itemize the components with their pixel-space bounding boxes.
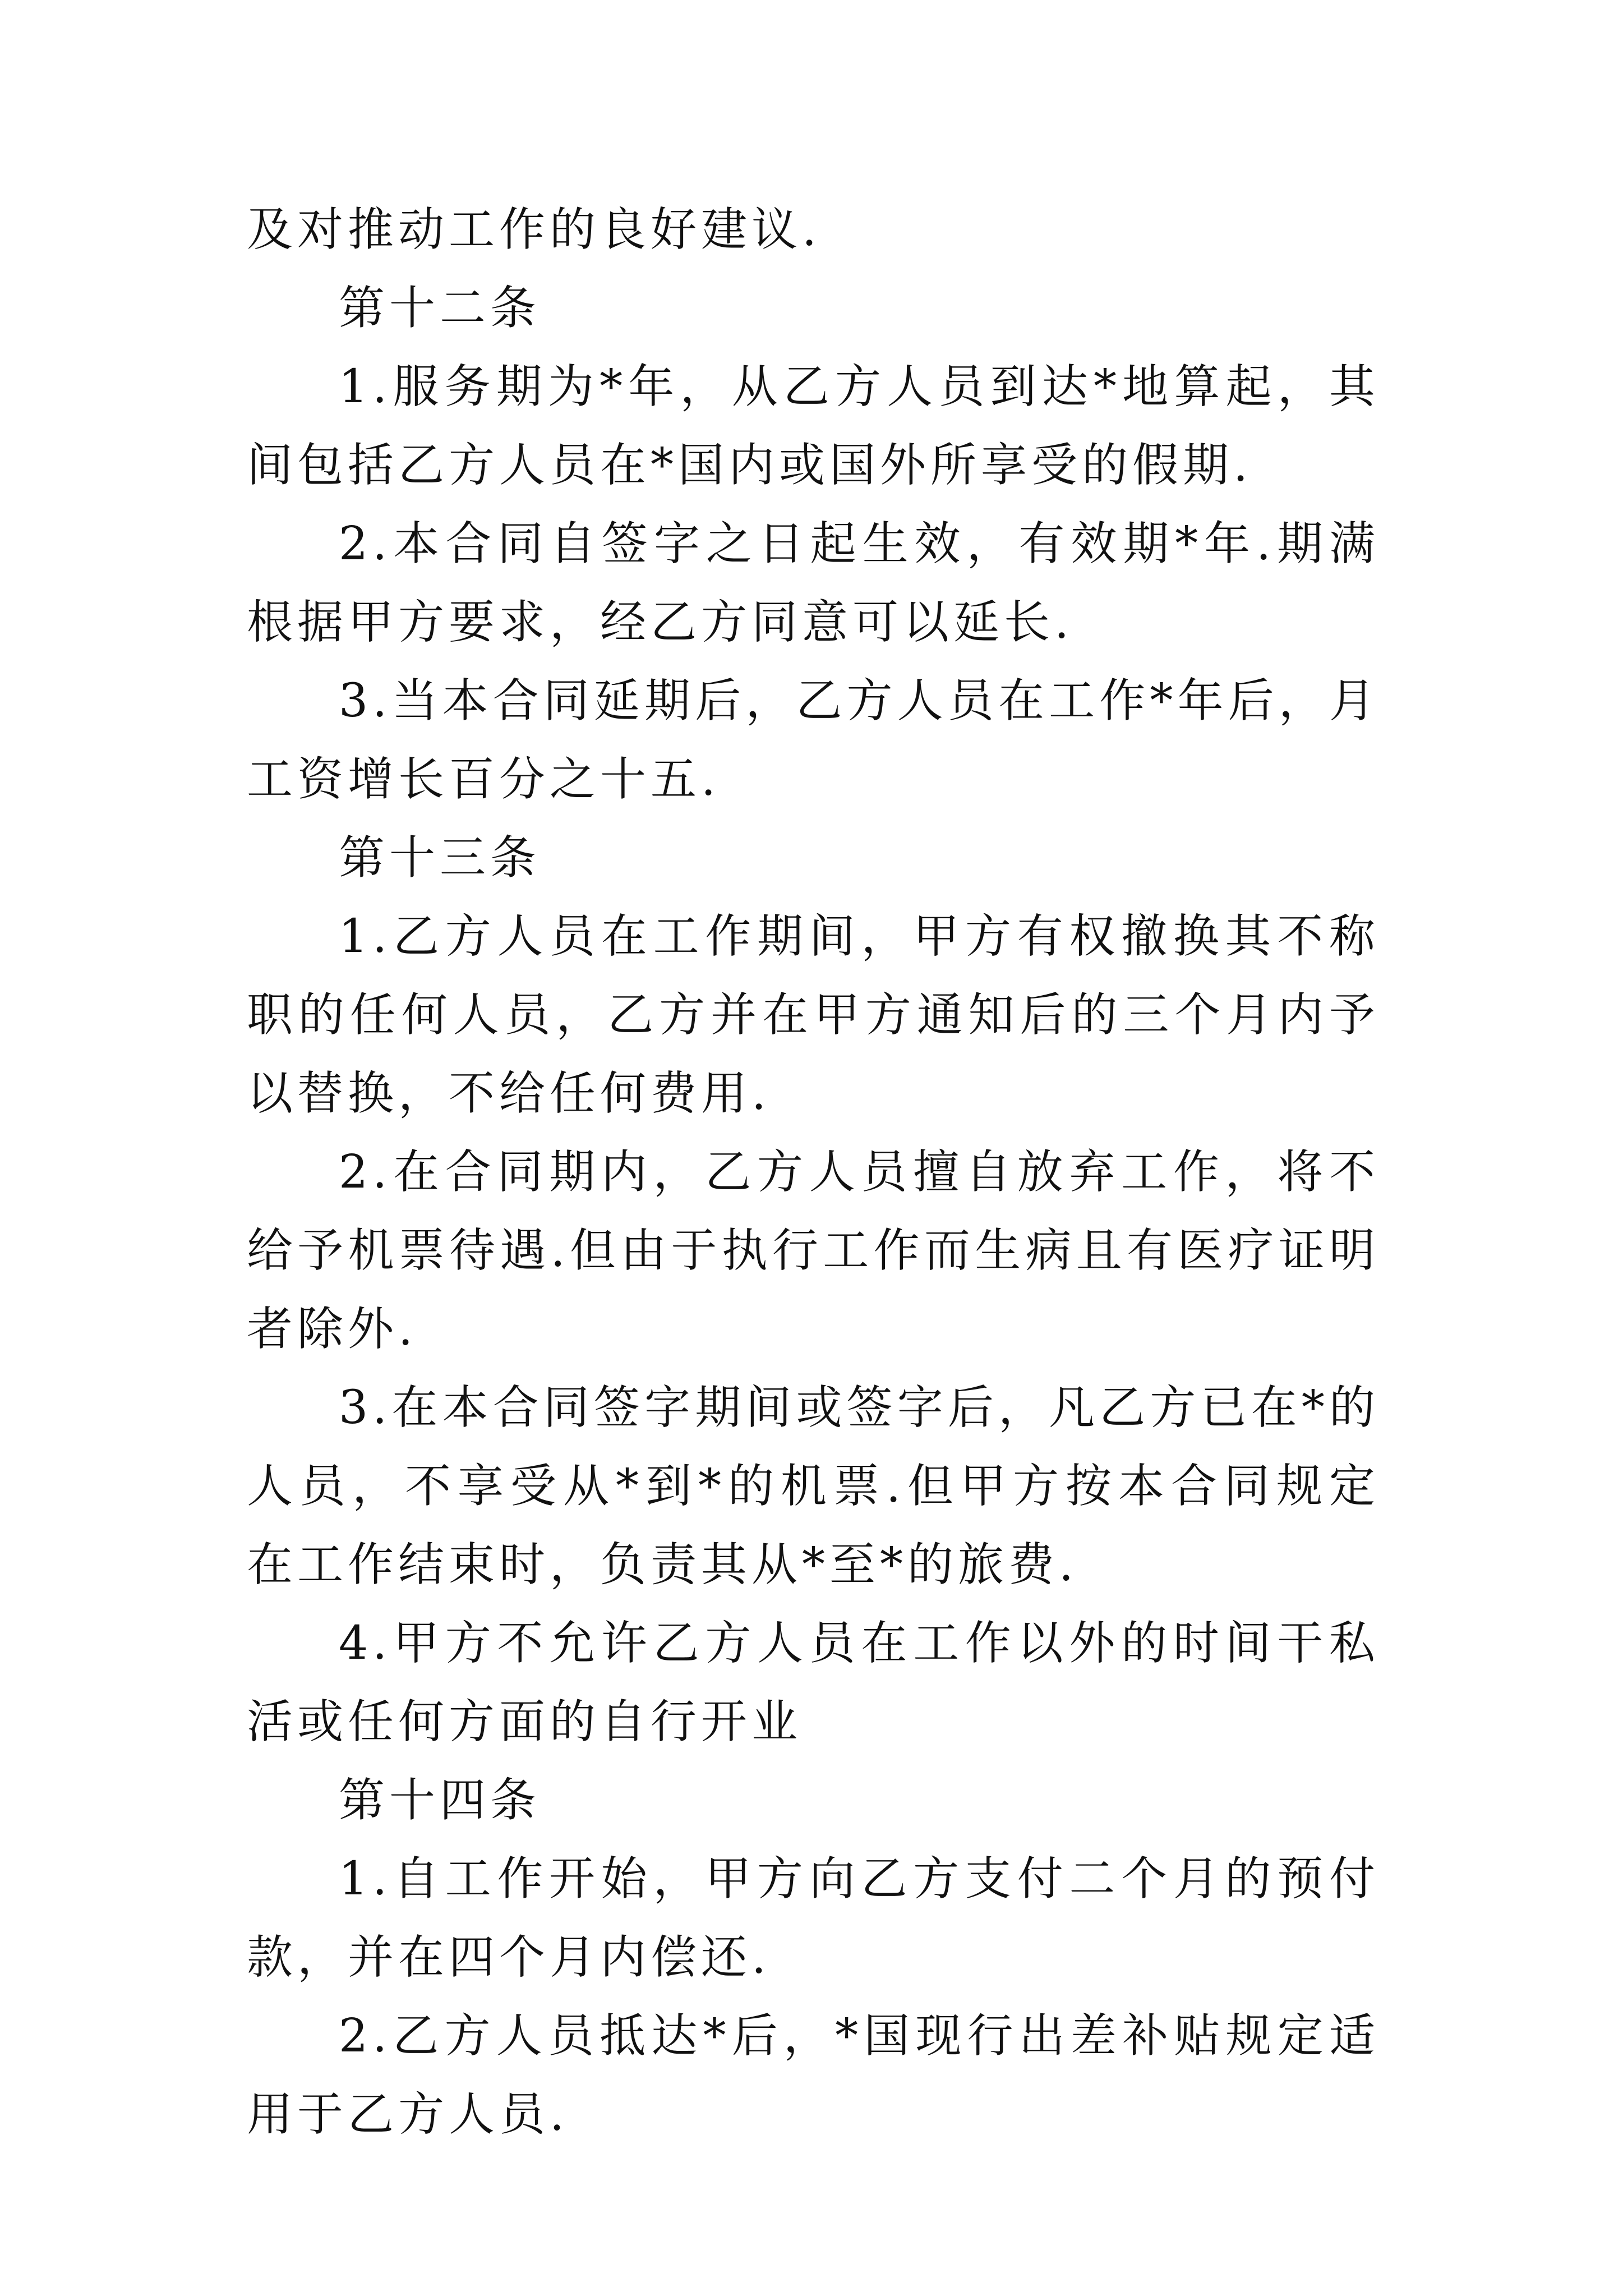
article-heading: 第十二条 <box>339 282 541 335</box>
paragraph: 及对推动工作的良好建议. <box>247 203 822 256</box>
paragraph: 2.在合同期内，乙方人员擅自放弃工作，将不给予机票待遇.但由于执行工作而生病且有医疗证明者除外. <box>247 1145 1380 1356</box>
paragraph: 2.乙方人员抵达*后，*国现行出差补贴规定适用于乙方人员. <box>247 2009 1380 2141</box>
article-heading: 第十四条 <box>339 1774 541 1827</box>
paragraph: 3.当本合同延期后，乙方人员在工作*年后，月工资增长百分之十五. <box>247 674 1380 806</box>
article-heading: 第十三条 <box>339 831 541 885</box>
paragraph: 1.自工作开始，甲方向乙方支付二个月的预付款，并在四个月内偿还. <box>247 1852 1380 1984</box>
document-body <box>247 191 1380 2154</box>
paragraph: 4.甲方不允许乙方人员在工作以外的时间干私活或任何方面的自行开业 <box>247 1617 1380 1749</box>
paragraph: 1.乙方人员在工作期间，甲方有权撤换其不称职的任何人员，乙方并在甲方通知后的三个月内予以替换，不给任何费用. <box>247 910 1380 1120</box>
paragraph: 3.在本合同签字期间或签字后，凡乙方已在*的人员，不享受从*到*的机票.但甲方按本合同规定在工作结束时，负责其从*至*的旅费. <box>247 1381 1380 1591</box>
paragraph: 2.本合同自签字之日起生效，有效期*年.期满根据甲方要求，经乙方同意可以延长. <box>247 517 1380 649</box>
paragraph: 1.服务期为*年，从乙方人员到达*地算起，其间包括乙方人员在*国内或国外所享受的假期. <box>247 360 1380 492</box>
